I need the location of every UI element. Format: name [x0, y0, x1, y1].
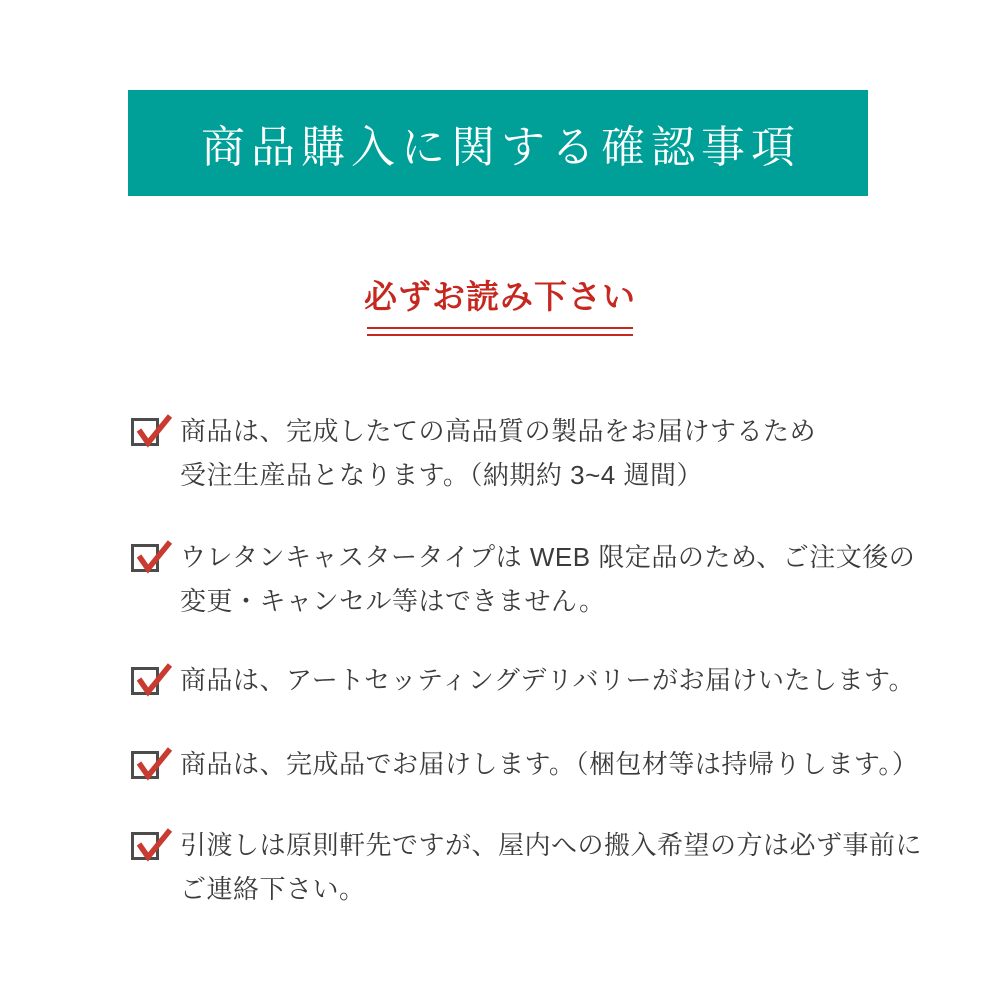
checklist-item: [131, 658, 915, 702]
checklist-item: [131, 535, 915, 623]
item-line: 引渡しは原則軒先ですが、屋内への搬入希望の方は必ず事前に: [180, 830, 923, 860]
must-read-heading: 必ずお読み下さい: [364, 278, 636, 315]
checkmark-icon: [135, 538, 171, 574]
checkmark-icon: [135, 826, 171, 862]
item-text: [180, 658, 915, 702]
item-line: ウレタンキャスタータイプは WEB 限定品のため、ご注文後の: [180, 542, 916, 572]
item-text: [180, 535, 915, 623]
checkbox-icon: [131, 832, 159, 860]
checkbox-icon: [131, 667, 159, 695]
checkmark-icon: [135, 412, 171, 448]
item-text: [180, 742, 918, 786]
item-text: [180, 823, 922, 911]
checkmark-icon: [135, 661, 171, 697]
item-text: [180, 409, 816, 497]
checklist-item: [131, 409, 816, 497]
checkmark-icon: [135, 745, 171, 781]
item-line: 受注生産品となります。（納期約 3~4 週間）: [180, 460, 703, 490]
checklist: [131, 0, 931, 1000]
item-line: 変更・キャンセル等はできません。: [180, 586, 606, 616]
checklist-item: [131, 823, 922, 911]
checkbox-icon: [131, 751, 159, 779]
item-line: 商品は、アートセッティングデリバリーがお届けいたします。: [180, 665, 915, 695]
item-line: 商品は、完成したての高品質の製品をお届けするため: [180, 416, 817, 446]
item-line: ご連絡下さい。: [180, 874, 366, 904]
checklist-item: [131, 742, 918, 786]
item-line: 商品は、完成品でお届けします。（梱包材等は持帰りします。）: [180, 749, 919, 779]
checkbox-icon: [131, 544, 159, 572]
page-title: 商品購入に関する確認事項: [201, 123, 801, 172]
checkbox-icon: [131, 418, 159, 446]
